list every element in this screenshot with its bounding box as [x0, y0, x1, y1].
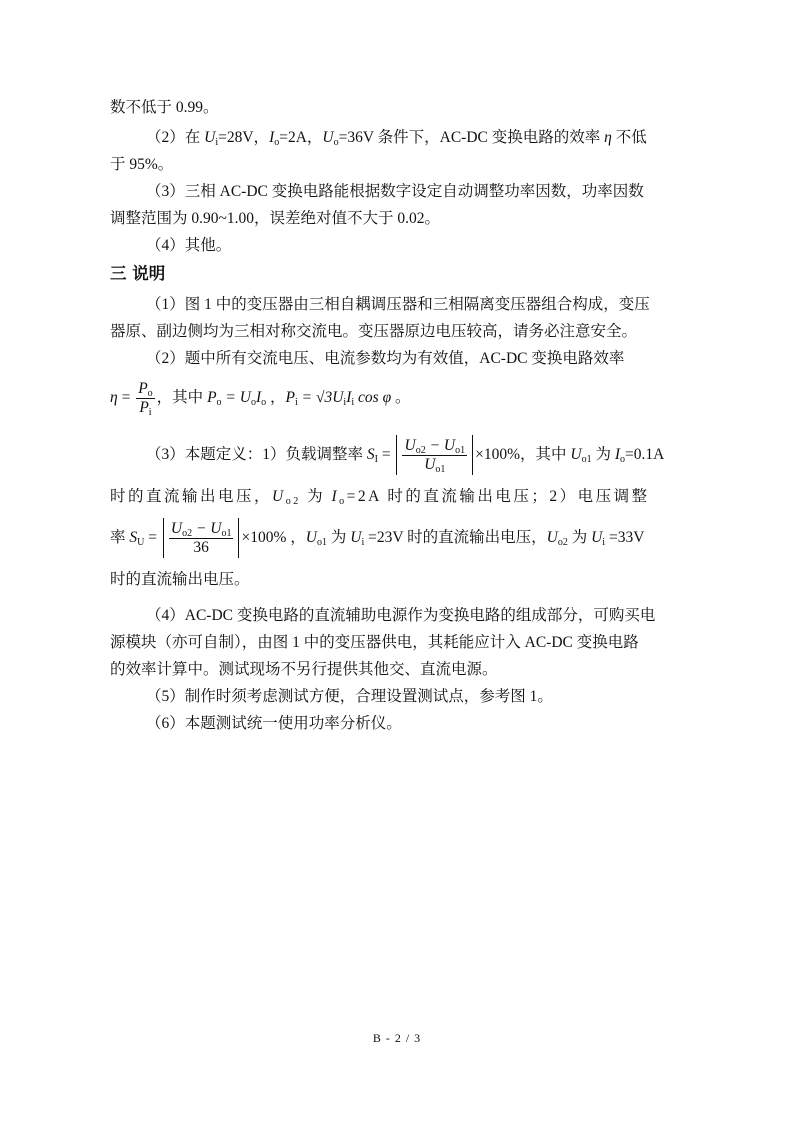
page-number: B - 2 / 3: [372, 1031, 422, 1045]
requirement-4: （4）其他。: [146, 237, 232, 254]
voltage-regulation-abs: $\frac{U_{o2} - U_{o1}}{36}$: [163, 518, 240, 558]
efficiency-formula: η = $\frac{P_o}{P_i}$ ，其中 $P_o = U_oI_o$ ，$P_i = √3U_iI_i$ cos φ 。: [110, 379, 411, 418]
note-5: （5）制作时须考虑测试方便，合理设置测试点，参考图 1。: [146, 688, 553, 705]
note-4-line2: 源模块（亦可自制），由图 1 中的变压器供电，其耗能应计入 AC-DC 变换电路: [110, 634, 639, 651]
note-1-line2: 器原、副边侧均为三相对称交流电。变压器原边电压较高，请务必注意安全。: [110, 323, 638, 340]
note-4-line1: （4）AC-DC 变换电路的直流辅助电源作为变换电路的组成部分，可购买电: [146, 607, 656, 624]
note-3-line1: （3）本题定义：1）负载调整率 $S_I$ = $\frac{U_{o2} - U_{o1}}{U_{o1}}$ ×100%，其中 $U_{o1}$ 为 $I_o=0.1A$: [146, 437, 665, 476]
load-regulation-abs: $\frac{U_{o2} - U_{o1}}{U_{o1}}$: [396, 435, 473, 475]
section-3-title: 三 说明: [110, 264, 166, 283]
note-3-line3: 率 $S_U$ = $\frac{U_{o2} - U_{o1}}{36}$ ×100% ，$U_{o1}$ 为 $U_i =23V$ 时的直流输出电压，$U_{o2}$ 为 $U_i =33V$: [110, 518, 684, 558]
efficiency-fraction: $\frac{P_o}{P_i}$: [138, 379, 153, 418]
note-6: （6）本题测试统一使用功率分析仪。: [146, 715, 402, 732]
note-3-line2: 时的直流输出电压，$U_{o2}$ 为 $I_o=2A$ 时的直流输出电压；2）电压调整: [110, 488, 650, 507]
note-1-line1: （1）图 1 中的变压器由三相自耦调压器和三相隔离变压器组合构成，变压: [146, 296, 650, 313]
requirement-2: （2）在 $U_i=28V$，$I_o=2A$，$U_o=36V$ 条件下，AC-DC 变换电路的效率 η 不低: [146, 129, 647, 148]
requirement-3-line2: 调整范围为 0.90~1.00，误差绝对值不大于 0.02。: [110, 210, 441, 227]
requirement-2-line2: 于 95%。: [110, 156, 174, 173]
note-3-line4: 时的直流输出电压。: [110, 571, 250, 588]
requirement-3-line1: （3）三相 AC-DC 变换电路能根据数字设定自动调整功率因数，功率因数: [146, 183, 644, 200]
note-4-line3: 的效率计算中。测试现场不另行提供其他交、直流电源。: [110, 661, 498, 678]
note-2-line1: （2）题中所有交流电压、电流参数均为有效值，AC-DC 变换电路效率: [146, 350, 625, 367]
requirement-1-tail: 数不低于 0.99。: [110, 99, 219, 116]
